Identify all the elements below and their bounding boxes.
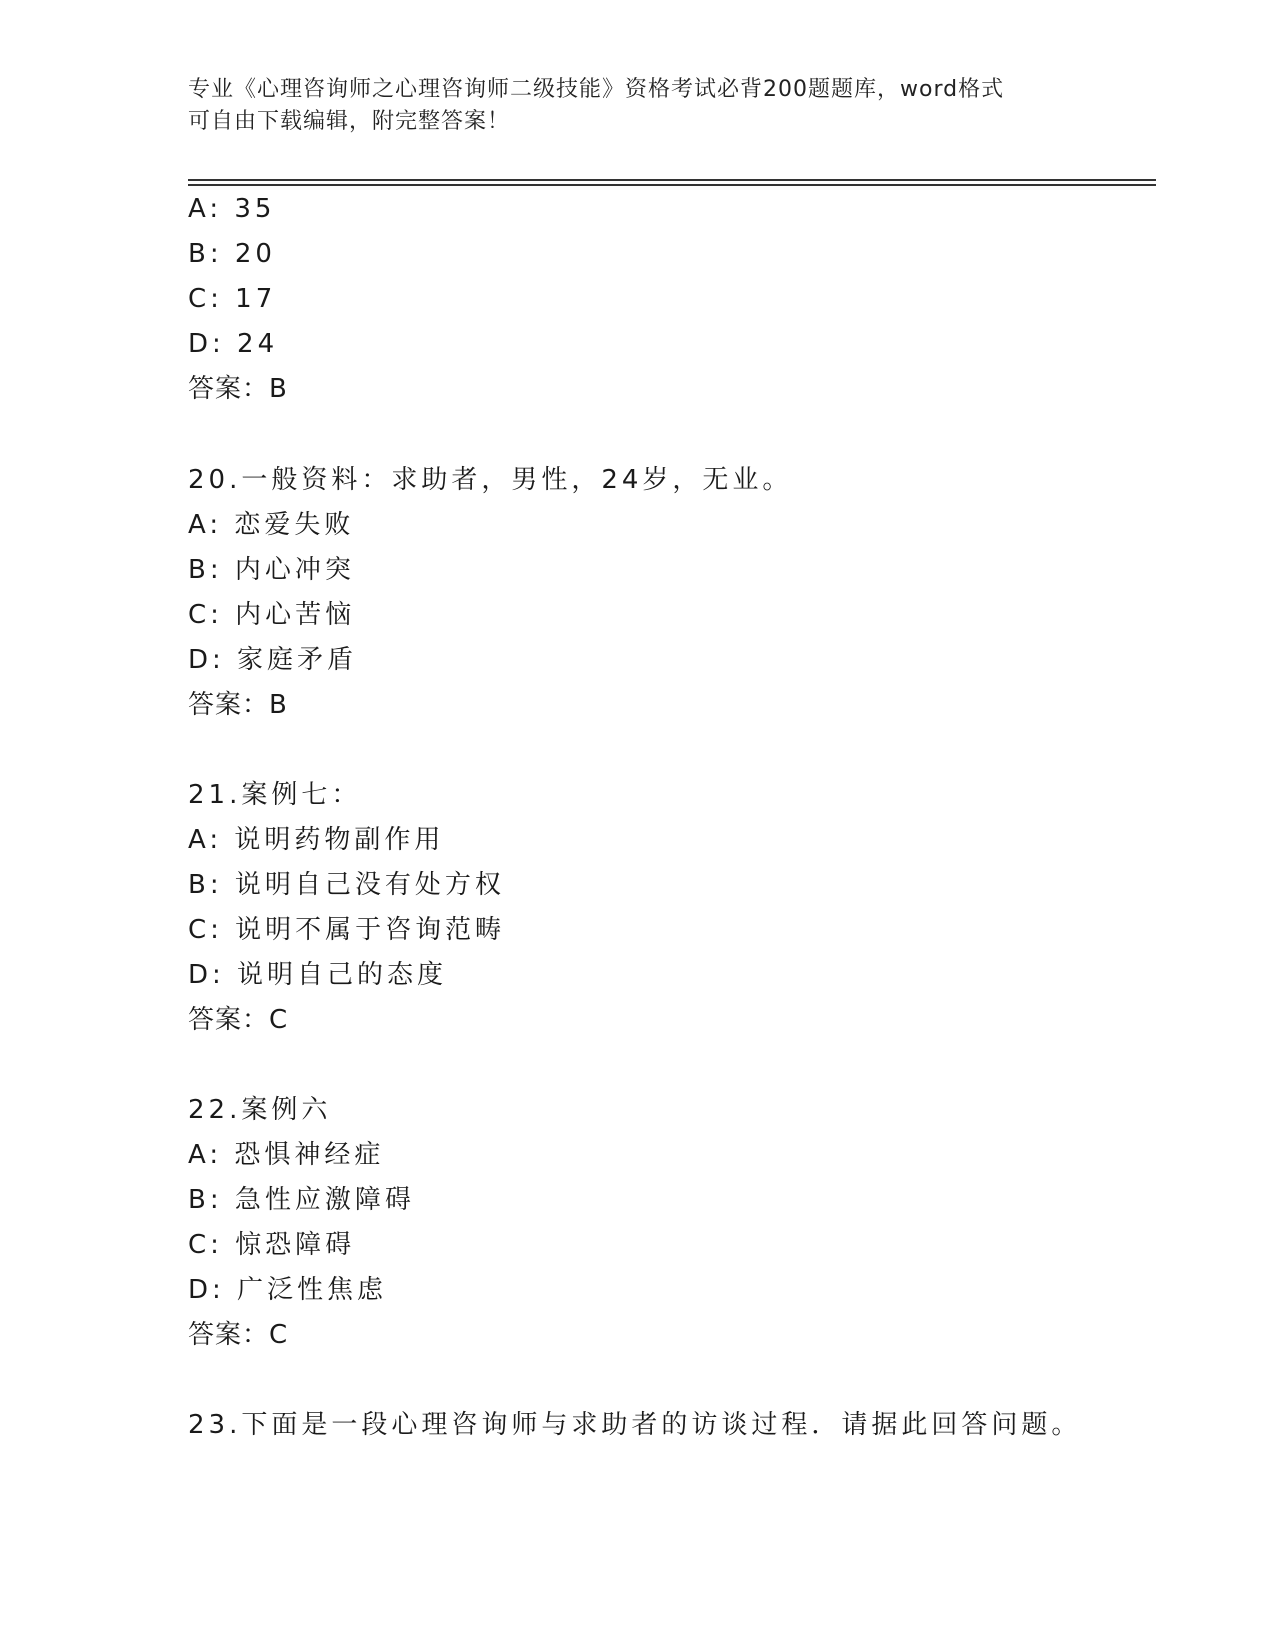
option-a: A: 说明药物副作用 [188, 825, 445, 855]
header-line-1: 专业《心理咨询师之心理咨询师二级技能》资格考试必背200题题库，word格式 [188, 77, 1005, 102]
option-c: C: 说明不属于咨询范畴 [188, 915, 506, 945]
option-d: D: 24 [188, 329, 279, 359]
header-divider-bottom [188, 184, 1156, 186]
option-d: D: 说明自己的态度 [188, 960, 448, 990]
header-line-2: 可自由下载编辑，附完整答案！ [188, 109, 511, 134]
option-b: B: 说明自己没有处方权 [188, 870, 505, 900]
document-header [188, 74, 1088, 138]
option-b: B: 20 [188, 239, 276, 269]
option-b: B: 内心冲突 [188, 555, 355, 585]
option-c: C: 17 [188, 284, 277, 314]
question-22-title: 22.案例六 [188, 1095, 332, 1125]
question-20-title: 20.一般资料：求助者，男性，24岁，无业。 [188, 465, 793, 495]
answer: 答案：C [188, 1005, 289, 1035]
option-b: B: 急性应激障碍 [188, 1185, 415, 1215]
answer: 答案：B [188, 374, 288, 404]
option-a: A: 35 [188, 194, 276, 224]
option-c: C: 惊恐障碍 [188, 1230, 356, 1260]
answer: 答案：C [188, 1320, 289, 1350]
option-c: C: 内心苦恼 [188, 600, 356, 630]
option-d: D: 家庭矛盾 [188, 645, 358, 675]
option-a: A: 恐惧神经症 [188, 1140, 385, 1170]
question-21-title: 21.案例七： [188, 780, 362, 810]
option-a: A: 恋爱失败 [188, 510, 355, 540]
question-23-title: 23.下面是一段心理咨询师与求助者的访谈过程．请据此回答问题。 [188, 1410, 1082, 1440]
answer: 答案：B [188, 690, 288, 720]
header-divider-top [188, 179, 1156, 181]
option-d: D: 广泛性焦虑 [188, 1275, 388, 1305]
